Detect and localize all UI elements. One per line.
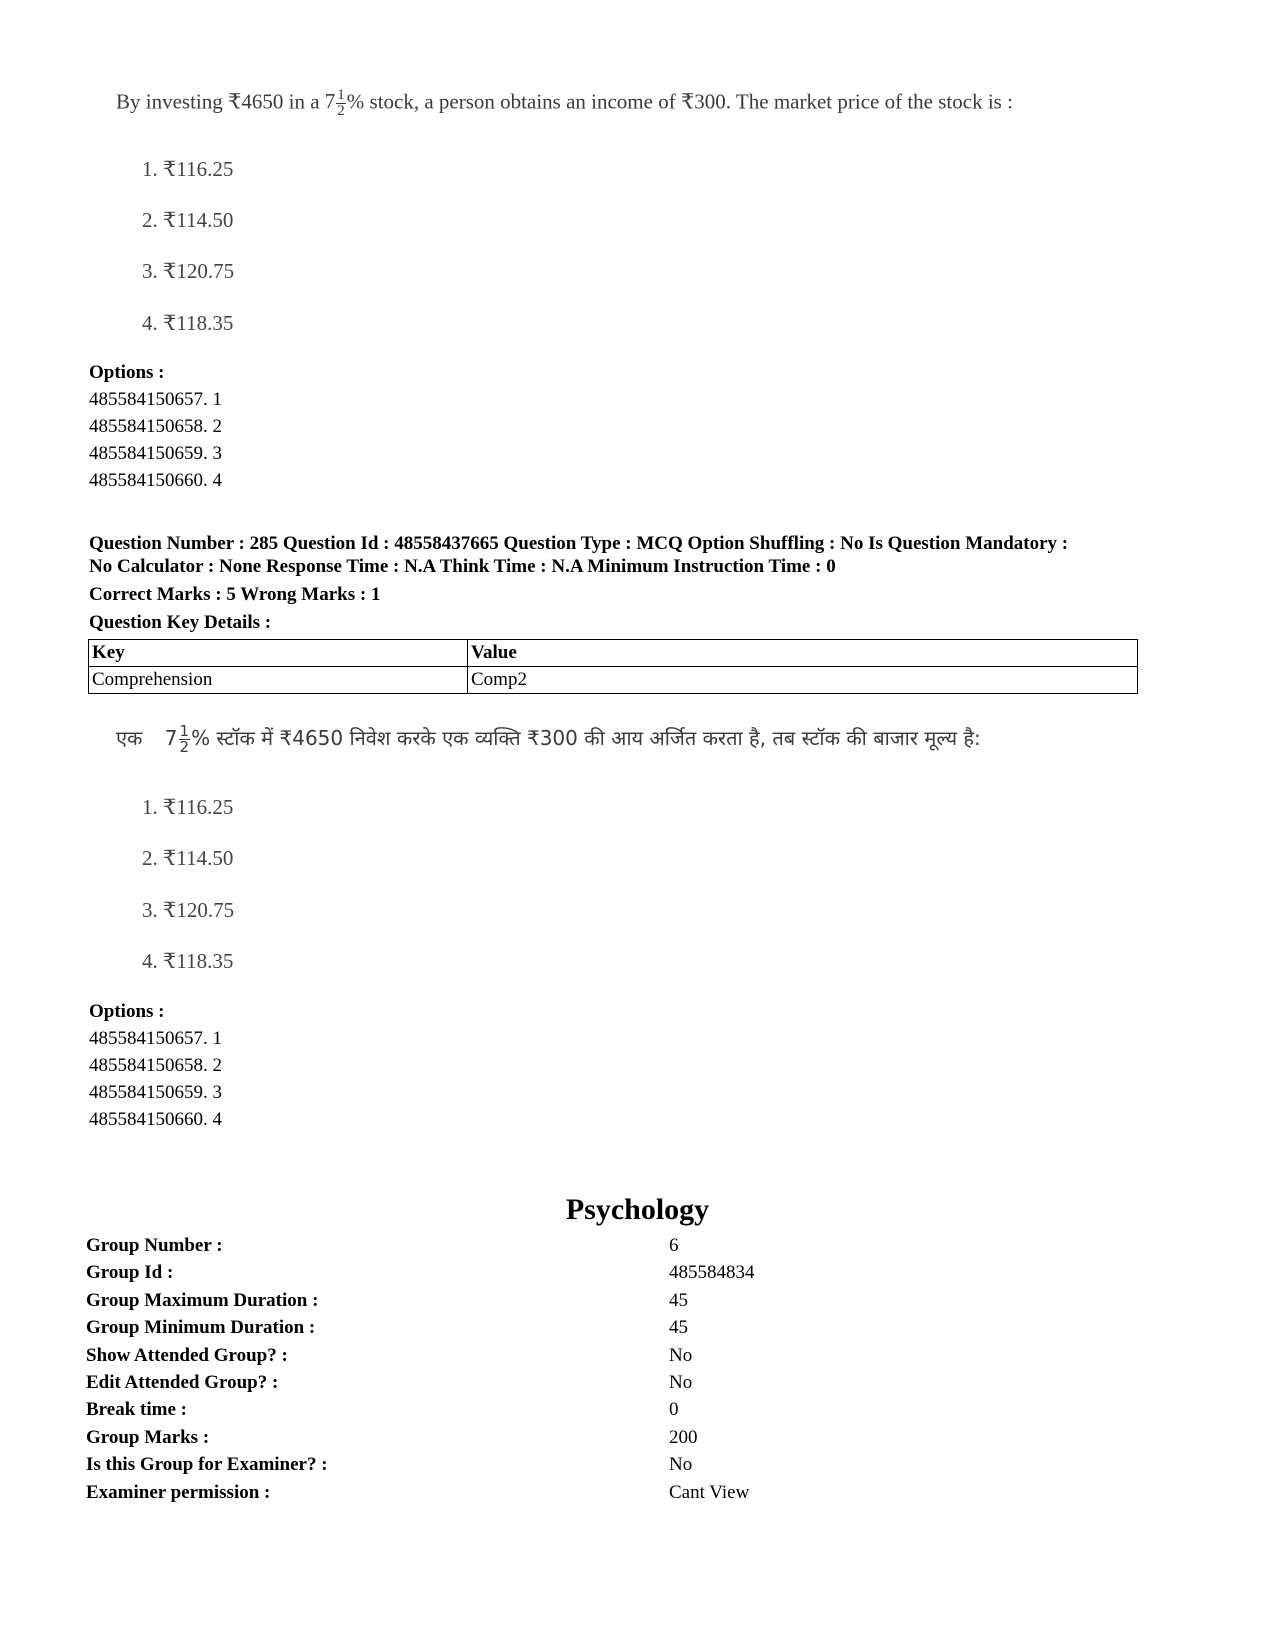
group-detail-label: Group Minimum Duration : [86,1317,316,1339]
group-detail-row [86,1424,1186,1451]
question-key-table [88,639,1138,694]
group-detail-label: Group Marks : [86,1426,210,1448]
table-row [89,667,1138,694]
question-2-choice: 2. ₹114.50 [142,846,234,870]
option-id: 485584150658. 2 [89,1055,222,1076]
question-2-meta [89,532,1068,578]
question-2-options [89,998,222,1133]
group-detail-label: Is this Group for Examiner? : [86,1454,328,1476]
group-detail-value: 6 [669,1235,679,1256]
group-detail-row [86,1232,1186,1259]
table-header-row [89,640,1138,667]
option-id: 485584150660. 4 [89,470,222,491]
group-detail-value: 45 [669,1289,688,1311]
question-1-text-before: By investing ₹4650 in a [116,89,320,114]
question-2-meta-line2: No Calculator : None Response Time : N.A Think Time : N.A Minimum Instruction Time : 0 [89,556,836,577]
group-detail-value: 45 [669,1317,688,1339]
group-detail-label: Group Id : [86,1262,174,1284]
question-1-options [89,359,222,494]
question-1-text-after: % stock, a person obtains an income of ₹300. The market price of the stock is : [346,89,1013,114]
group-detail-value: No [669,1344,693,1366]
option-id: 485584150658. 2 [89,416,222,437]
group-detail-row [86,1369,1186,1396]
group-detail-value: 200 [669,1426,698,1448]
question-1-choice: 2. ₹114.50 [142,208,234,232]
group-detail-row [86,1451,1186,1478]
group-detail-value: No [669,1454,693,1476]
group-detail-row [86,1259,1186,1286]
option-id: 485584150657. 1 [89,389,222,410]
group-detail-label: Break time : [86,1399,187,1421]
group-detail-row [86,1396,1186,1423]
group-detail-label: Show Attended Group? : [86,1344,288,1366]
group-detail-value: 485584834 [669,1262,755,1284]
key-header: Key [89,640,468,667]
question-2-marks: Correct Marks : 5 Wrong Marks : 1 [89,584,381,605]
question-1-choice: 3. ₹120.75 [142,259,235,283]
question-2-choice: 3. ₹120.75 [142,898,235,922]
group-detail-row [86,1479,1186,1506]
group-detail-row [86,1287,1186,1314]
question-2-choice: 4. ₹118.35 [142,949,234,973]
question-key-details-label: Question Key Details : [89,612,272,633]
group-detail-value: No [669,1371,693,1393]
group-detail-value: 0 [669,1399,679,1421]
key-cell: Comprehension [89,667,468,694]
question-1-choice: 4. ₹118.35 [142,311,234,335]
group-detail-row [86,1342,1186,1369]
option-id: 485584150660. 4 [89,1109,222,1130]
question-1-mixed-fraction: 7 $\frac{1}{2}$ [324,87,345,119]
group-detail-label: Examiner permission : [86,1481,271,1503]
group-detail-label: Group Maximum Duration : [86,1289,319,1311]
question-2-text-hindi: एक 7 $\frac{1}{2}$ % स्टॉक में ₹4650 निवेश करके एक व्यक्ति ₹300 की आय अर्जित करता है, तब स्टॉक की बाजार मूल्य है: [116,722,981,756]
group-detail-label: Edit Attended Group? : [86,1371,279,1393]
question-2-meta-line1: Question Number : 285 Question Id : 48558437665 Question Type : MCQ Option Shuffling : No Is Question Mandatory : [89,533,1069,554]
question-1-choice: 1. ₹116.25 [142,157,234,181]
option-id: 485584150659. 3 [89,443,222,464]
value-header: Value [468,640,1138,667]
group-detail-label: Group Number : [86,1235,223,1256]
option-id: 485584150659. 3 [89,1082,222,1103]
question-2-mixed-fraction: 7 $\frac{1}{2}$ [164,722,190,756]
group-detail-value: Cant View [669,1481,750,1503]
value-cell: Comp2 [468,667,1138,694]
options-label: Options : [89,1001,165,1022]
options-label: Options : [89,362,165,383]
question-2-choice: 1. ₹116.25 [142,795,234,819]
group-details [86,1232,1186,1506]
option-id: 485584150657. 1 [89,1028,222,1049]
section-title: Psychology [565,1193,710,1226]
question-1-text [116,88,1013,119]
group-detail-row [86,1314,1186,1341]
